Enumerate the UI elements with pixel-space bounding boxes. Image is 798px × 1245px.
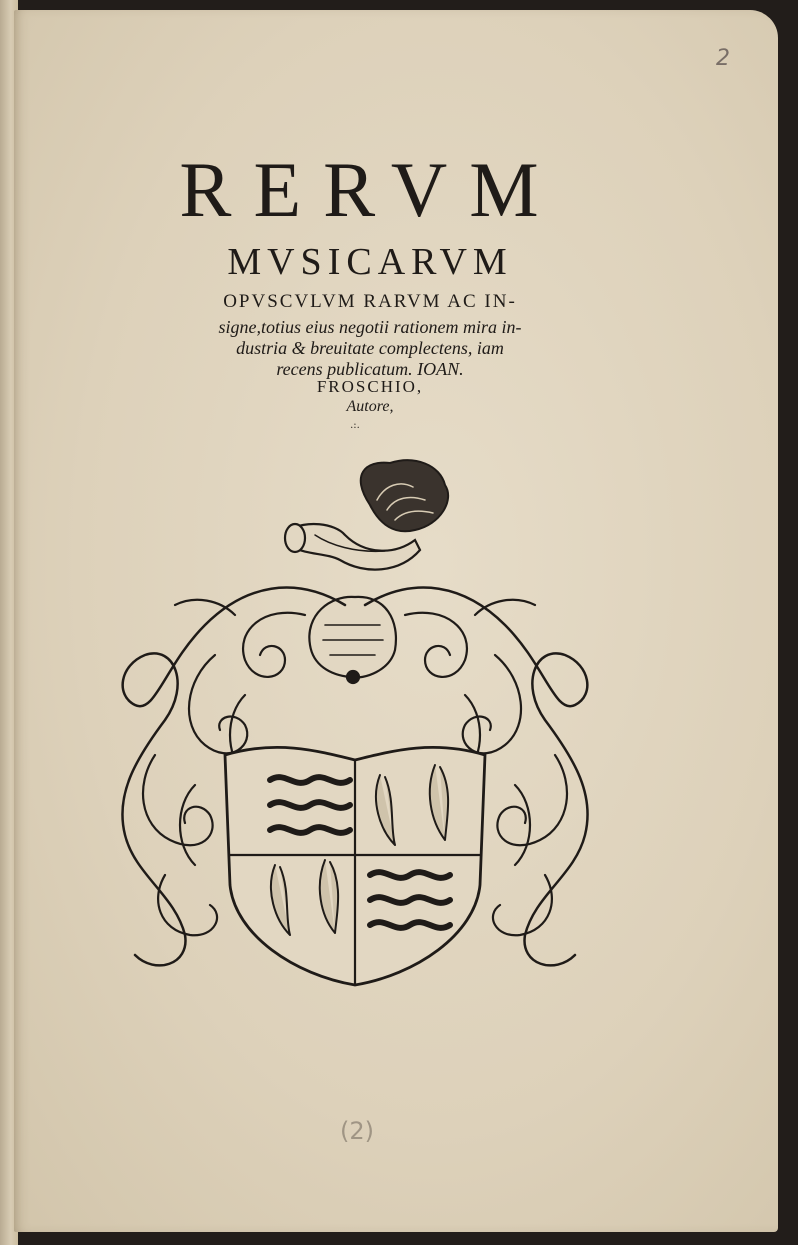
author-name: FROSCHIO, [316, 377, 424, 396]
title-opusculum: OPVSCVLVM RARVM AC IN- [223, 291, 517, 312]
title-musicarum: MVSICARVM [227, 241, 513, 283]
body-line-1: signe,totius eius negotii rationem mira in- [218, 317, 522, 337]
autore-label: Autore, [346, 398, 394, 415]
coat-of-arms-woodcut [95, 455, 615, 995]
body-line-3: recens publicatum. IOAN. [276, 359, 464, 379]
pencil-page-number: (2) [340, 1117, 374, 1145]
body-line-2: dustria & breuitate complectens, iam [236, 338, 504, 358]
fleuron-ornament: .:. [350, 420, 360, 431]
corner-folio-mark: 2 [716, 46, 730, 71]
title-rerum: RERVM [179, 146, 561, 233]
